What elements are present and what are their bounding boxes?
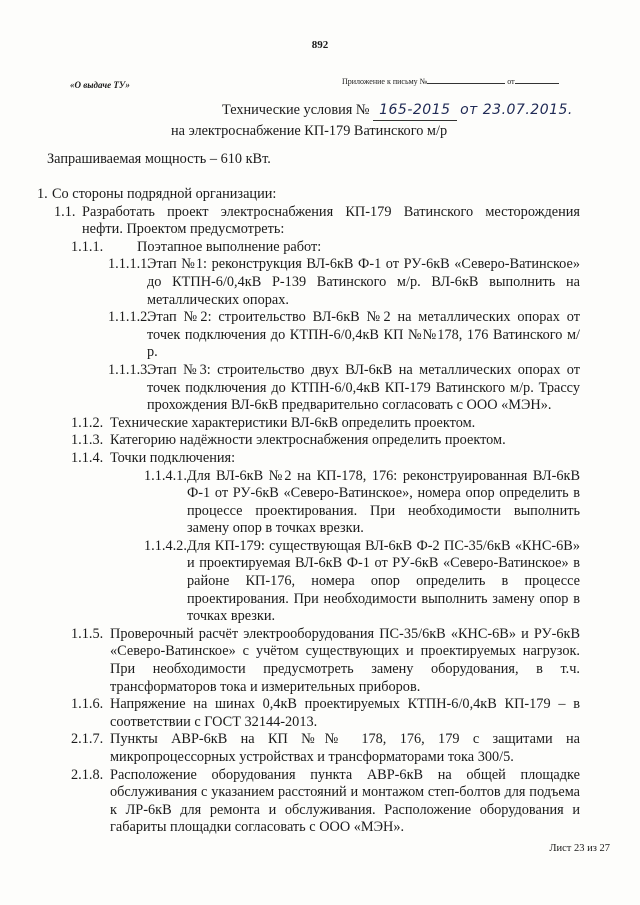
item-text: Категорию надёжности электроснабжения определить проектом. — [110, 432, 506, 449]
item-text: Разработать проект электроснабжения КП-179 Ватинского месторождения нефти. Проектом предусмотреть: — [82, 203, 580, 238]
title-line-2: на электроснабжение КП-179 Ватинского м/р — [171, 123, 448, 139]
item-text: Этап №2: строительство ВЛ-6кВ №2 на металлических опорах от точек подключения до КТПН-6/0,4кВ КП №№178, 176 Ватинского м/р. — [147, 309, 580, 361]
item-text: Этап №1: реконструкция ВЛ-6кВ Ф-1 от РУ-6кВ «Северо-Ватинское» до КТПН-6/0,4кВ Р-139 Ватинского м/р. ВЛ-6кВ выполнить на металлических опорах. — [147, 256, 580, 308]
appendix-date-line — [515, 75, 559, 84]
item-text: Поэтапное выполнение работ: — [137, 238, 322, 255]
list-item — [0, 432, 640, 450]
requested-power: Запрашиваемая мощность – 610 кВт. — [47, 151, 271, 167]
list-item — [0, 204, 640, 239]
item-number: 1.1.1.3. — [108, 361, 151, 378]
item-text: Расположение оборудования пункта АВР-6кВ на общей площадке обслуживания с указанием расстояний и монтажом степ-болтов для подъема к ЛР-6кВ для ремонта и обслуживания. Расположение оборудования и габариты площадки согласовать с ООО «МЭН». — [110, 766, 580, 836]
list-item — [0, 696, 640, 731]
item-number: 1.1. — [54, 203, 76, 220]
title-line-1 — [0, 100, 640, 121]
item-number: 1.1.5. — [71, 625, 104, 642]
title-prefix: Технические условия № — [222, 102, 370, 118]
item-text: Пункты АВР-6кВ на КП №№ 178, 176, 179 с защитами на микропроцессорных устройствах и трансформаторами тока 300/5. — [110, 731, 580, 765]
item-text: Точки подключения: — [110, 449, 236, 466]
sheet-counter: Лист 23 из 27 — [549, 843, 610, 854]
item-number: 1.1.1. — [71, 238, 104, 255]
handwritten-date: от 23.07.2015. — [460, 102, 573, 118]
item-text: Для КП-179: существующая ВЛ-6кВ Ф-2 ПС-35/6кВ «КНС-6В» и проектируемая ВЛ-6кВ Ф-1 от РУ-6кВ «Северо-Ватинское» в районе КП-176, номера опор определить в процессе проектирования. При необходимости выполнить замену опор в точках врезки. — [187, 537, 580, 625]
list-item — [0, 450, 640, 468]
appendix-label: Приложение к письму № — [342, 77, 428, 86]
item-text: Проверочный расчёт электрооборудования ПС-35/6кВ «КНС-6В» и РУ-6кВ «Северо-Ватинское» с учётом существующих и проектируемых нагрузок. При необходимости предусмотреть замену оборудования, в т.ч. трансформаторов тока и измерительных приборов. — [110, 625, 580, 695]
list-item — [0, 731, 640, 766]
item-text: Технические характеристики ВЛ-6кВ определить проектом. — [110, 414, 476, 431]
appendix-number-line — [427, 75, 505, 84]
list-item — [0, 309, 640, 362]
item-text: Этап №3: строительство двух ВЛ-6кВ на металлических опорах от точек подключения до КТПН-6/0,4кВ КП-179 Ватинского м/р. Трассу прохождения ВЛ-6кВ предварительно согласовать с ООО «МЭН». — [147, 361, 580, 414]
item-text: Напряжение на шинах 0,4кВ проектируемых КТПН-6/0,4кВ КП-179 – в соответствии с ГОСТ 32144-2013. — [110, 696, 580, 730]
list-item — [0, 239, 640, 257]
document-title — [0, 100, 640, 141]
list-item — [0, 626, 640, 696]
item-number: 2.1.7. — [71, 731, 104, 748]
list-item — [0, 186, 640, 204]
item-text: Для ВЛ-6кВ №2 на КП-178, 176: реконструированная ВЛ-6кВ Ф-1 от РУ-6кВ «Северо-Ватинское», номера опор определить в процессе проектирования. При необходимости выполнить замену опор в точках врезки. — [187, 467, 580, 537]
list-item — [0, 468, 640, 538]
list-item — [0, 256, 640, 309]
document-body — [0, 186, 640, 837]
item-number: 1.1.3. — [71, 432, 104, 449]
item-number: 1.1.2. — [71, 414, 104, 431]
list-item — [0, 415, 640, 433]
item-number: 1. — [37, 186, 48, 202]
issue-stamp: «О выдаче ТУ» — [70, 80, 130, 90]
item-number: 1.1.1.2. — [108, 309, 151, 326]
item-number: 1.1.4. — [71, 449, 104, 466]
list-item — [0, 538, 640, 626]
item-text: Со стороны подрядной организации: — [52, 186, 277, 202]
item-number: 1.1.4.1. — [144, 467, 187, 484]
list-item — [0, 362, 640, 415]
list-item — [0, 767, 640, 837]
item-number: 2.1.8. — [71, 766, 104, 783]
appendix-reference — [342, 75, 559, 86]
page-number: 892 — [311, 39, 329, 51]
item-number: 1.1.1.1. — [108, 256, 151, 273]
item-number: 1.1.4.2. — [144, 537, 187, 554]
appendix-from: от — [507, 77, 515, 86]
handwritten-number: 165-2015 — [373, 100, 456, 121]
item-number: 1.1.6. — [71, 696, 104, 713]
